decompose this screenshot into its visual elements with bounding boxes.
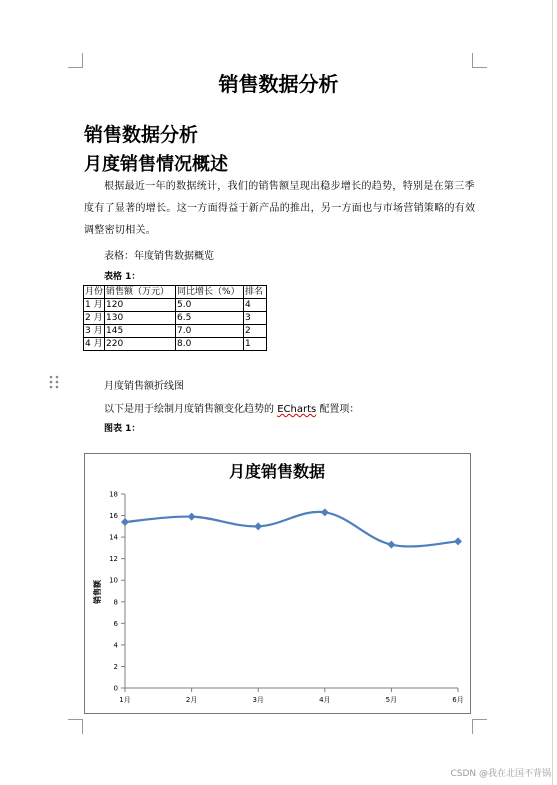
x-tick-label: 3月 [252, 696, 264, 704]
y-tick-label: 4 [113, 641, 118, 650]
table-cell[interactable]: 120 [105, 299, 176, 312]
data-point-marker[interactable] [254, 522, 262, 530]
x-tick-label: 4月 [319, 696, 331, 704]
x-tick-label: 1月 [119, 696, 131, 704]
series-line [125, 512, 458, 547]
table-cell[interactable]: 1 月 [85, 300, 103, 310]
table-cell[interactable]: 3 月 [85, 326, 103, 336]
table-header-row [84, 286, 267, 299]
chart-intro-text-end: 配置项： [316, 404, 360, 415]
table-row [84, 338, 267, 351]
chart-heading[interactable]: 月度销售额折线图 [104, 381, 184, 392]
watermark: CSDN @我在北国不背锅 [450, 769, 551, 779]
data-point-marker[interactable] [188, 513, 196, 521]
x-tick-label: 5月 [385, 696, 398, 704]
table-header-cell[interactable]: 销售额（万元） [105, 286, 176, 299]
table-cell[interactable]: 4 月 [85, 339, 103, 349]
table-cell[interactable]: 3 [244, 312, 267, 325]
table-cell[interactable]: 5.0 [176, 299, 244, 312]
y-tick-label: 18 [109, 490, 118, 499]
chart-title: 月度销售数据 [228, 462, 326, 481]
y-tick-label: 6 [113, 619, 118, 628]
crop-mark-top-left [68, 53, 83, 68]
table-header-cell[interactable]: 同比增长（%） [176, 286, 244, 299]
page-edge [552, 0, 553, 785]
table-row [84, 299, 267, 312]
data-point-marker[interactable] [121, 518, 129, 526]
table-cell[interactable]: 1 [244, 338, 267, 351]
document-title[interactable]: 销售数据分析 [218, 72, 339, 96]
y-tick-label: 12 [109, 555, 118, 564]
table-cell[interactable]: 8.0 [176, 338, 244, 351]
chart-series [121, 508, 462, 548]
crop-mark-top-right [472, 53, 487, 68]
table-header-cell[interactable]: 排名 [244, 286, 267, 299]
y-tick-label: 8 [113, 598, 118, 607]
crop-mark-bottom-right [472, 719, 487, 734]
line-chart[interactable] [84, 453, 471, 714]
table-intro[interactable]: 表格：年度销售数据概览 [104, 251, 214, 262]
heading-2[interactable]: 月度销售情况概述 [84, 154, 228, 175]
data-point-marker[interactable] [454, 537, 462, 545]
chart-axes [109, 491, 464, 705]
x-tick-label: 2月 [185, 696, 198, 704]
table-cell[interactable]: 130 [105, 312, 176, 325]
y-tick-label: 16 [109, 512, 118, 521]
table-cell[interactable]: 2 [244, 325, 267, 338]
y-tick-label: 2 [113, 662, 118, 671]
data-point-marker[interactable] [321, 508, 329, 516]
spellcheck-term[interactable]: ECharts [277, 404, 317, 415]
table-row [84, 312, 267, 325]
data-point-marker[interactable] [387, 541, 395, 549]
y-tick-label: 14 [109, 533, 118, 542]
y-tick-label: 10 [109, 576, 118, 585]
sales-table[interactable] [83, 285, 267, 351]
chart-intro[interactable] [104, 400, 359, 415]
table-cell[interactable]: 7.0 [176, 325, 244, 338]
table-caption[interactable]: 表格 1： [104, 272, 141, 282]
chart-intro-text: 以下是用于绘制月度销售额变化趋势的 [104, 404, 278, 415]
table-row [84, 325, 267, 338]
table-cell[interactable]: 145 [105, 325, 176, 338]
crop-mark-bottom-left [68, 719, 83, 734]
y-axis-label: 销售额 [93, 580, 102, 604]
table-header-cell[interactable]: 月份 [85, 287, 104, 297]
table-cell[interactable]: 2 月 [85, 313, 103, 323]
y-tick-label: 0 [113, 684, 118, 693]
table-cell[interactable]: 4 [244, 299, 267, 312]
x-tick-label: 6月 [452, 696, 464, 704]
table-cell[interactable]: 6.5 [176, 312, 244, 325]
chart-canvas [85, 454, 470, 713]
drag-handle-icon[interactable] [49, 375, 59, 389]
chart-caption[interactable]: 图表 1： [104, 424, 141, 434]
body-paragraph[interactable]: 根据最近一年的数据统计，我们的销售额呈现出稳步增长的趋势，特别是在第三季度有了显著的增长。这一方面得益于新产品的推出，另一方面也与市场营销策略的有效调整密切相关。 [84, 181, 476, 236]
table-cell[interactable]: 220 [105, 338, 176, 351]
heading-1[interactable]: 销售数据分析 [84, 124, 199, 146]
